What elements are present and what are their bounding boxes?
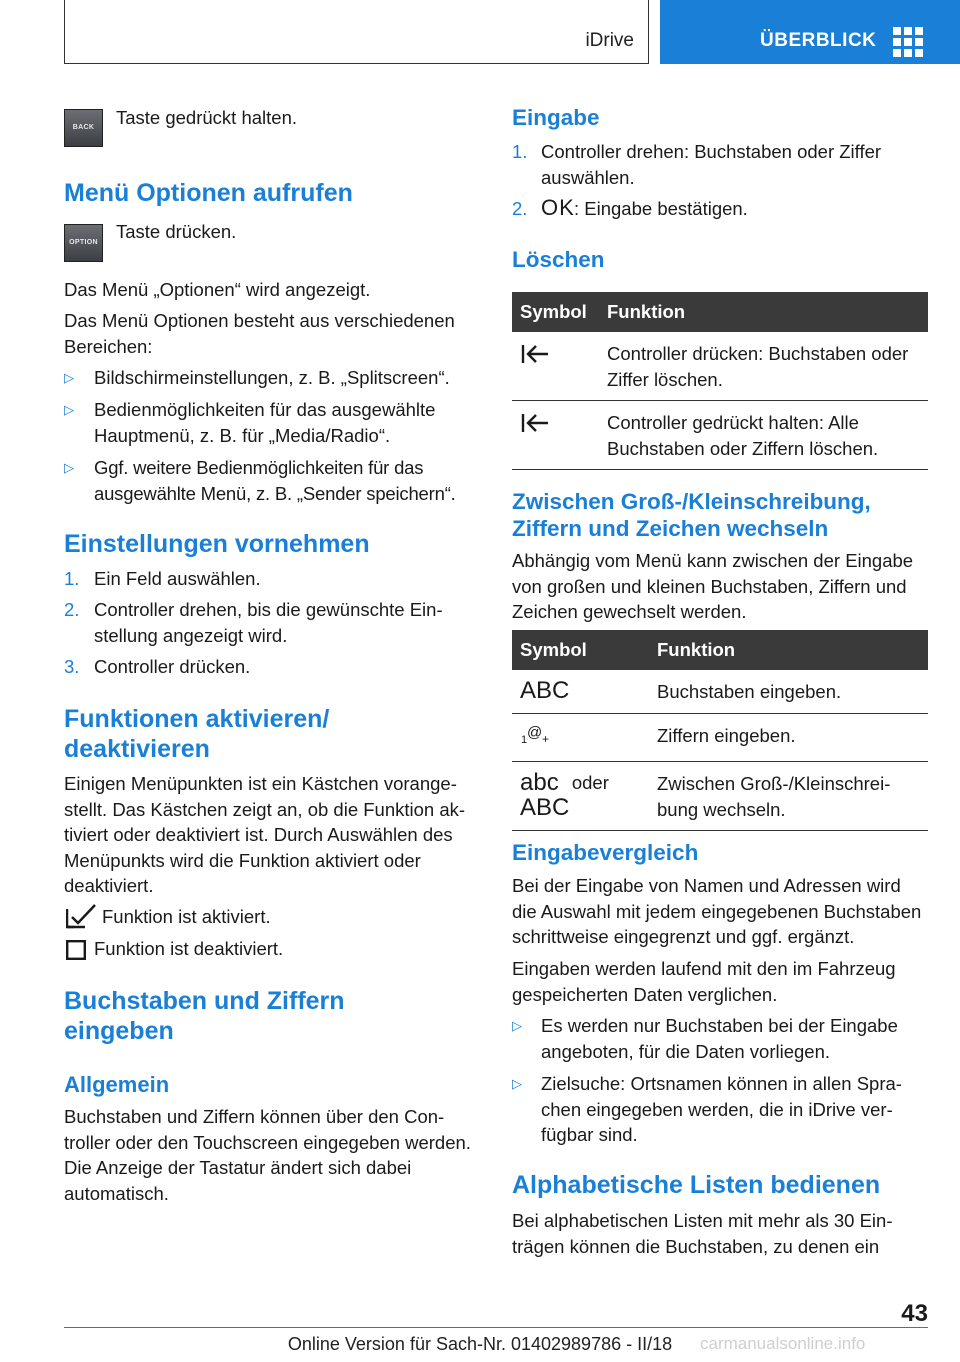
heading-general: Allgemein	[64, 1072, 170, 1097]
heading-alphabetic-lists: Alphabetische Listen bedienen	[512, 1171, 881, 1199]
paragraph: Das Menü Optionen besteht aus verschiedenen Bereichen:	[64, 310, 455, 357]
step-number: 2.	[512, 198, 528, 219]
heading-functions: Funktionen aktivieren/ deaktivieren	[64, 705, 330, 763]
paragraph: Bei alphabetischen Listen mit mehr als 30 Einträgen können die Buchstaben, zu denen ein	[512, 1210, 893, 1257]
triangle-bullet-icon: ▷	[512, 1018, 522, 1033]
paragraph: Eingaben werden laufend mit den im Fahrzeug gespeicherten Daten verglichen.	[512, 958, 896, 1005]
unchecked-text: Funktion ist deaktiviert.	[94, 938, 284, 959]
triangle-bullet-icon: ▷	[64, 460, 74, 475]
checkbox-unchecked-icon	[66, 940, 86, 960]
back-button-icon: BACK	[64, 109, 103, 147]
backspace-arrow-icon	[520, 343, 552, 365]
footer-divider	[64, 1327, 928, 1328]
triangle-bullet-icon: ▷	[64, 370, 74, 385]
list-item: Ein Feld auswählen.	[94, 568, 261, 589]
heading-settings: Einstellungen vornehmen	[64, 530, 370, 558]
grid-3x3-icon	[893, 27, 923, 57]
paragraph: Das Menü „Optionen“ wird angezeigt.	[64, 279, 371, 300]
step-number: 1.	[512, 141, 528, 162]
svg-text:1: 1	[521, 733, 528, 746]
column-header: Funktion	[599, 292, 928, 332]
table-cell: Zwischen Groß-/Kleinschreibung wechseln.	[649, 762, 928, 831]
paragraph: Einigen Menüpunkten ist ein Kästchen vorangestellt. Das Kästchen zeigt an, ob die Funktion aktiviert oder deaktiviert ist. Durch Auswählen des Menüpunkts wird die Funktion aktiviert oder deaktiviert.	[64, 773, 466, 896]
table-row	[512, 762, 928, 831]
checkbox-checked-icon	[66, 903, 98, 929]
option-text: Taste drücken.	[116, 221, 237, 242]
list-item: Controller drücken.	[94, 656, 251, 677]
table-cell: Buchstaben eingeben.	[649, 670, 928, 713]
uppercase-abc-icon: ABC	[520, 794, 570, 821]
list-item: Controller drehen: Buchstaben oder Ziffer auswählen.	[541, 141, 882, 188]
paragraph: Abhängig vom Menü kann zwischen der Eingabe von großen und kleinen Buchstaben, Ziffern und Zeichen gewechselt werden.	[512, 550, 914, 622]
option-button-icon: OPTION	[64, 224, 103, 262]
page-number: 43	[901, 1300, 928, 1327]
uppercase-abc-icon: ABC	[520, 677, 570, 704]
triangle-bullet-icon: ▷	[512, 1076, 522, 1091]
header-chapter-label: ÜBERBLICK	[760, 30, 877, 51]
triangle-bullet-icon: ▷	[64, 402, 74, 417]
watermark: carmanualsonline.info	[700, 1334, 866, 1353]
step-number: 1.	[64, 568, 80, 589]
table-row	[512, 670, 928, 713]
heading-switch-case: Zwischen Groß-/Kleinschreibung, Ziffern und Zeichen wechseln	[512, 489, 871, 541]
backspace-arrow-icon	[520, 412, 552, 434]
digits-symbols-icon	[520, 723, 552, 747]
table-row	[512, 401, 928, 470]
heading-compare: Eingabevergleich	[512, 840, 699, 865]
checked-text: Funktion ist aktiviert.	[102, 906, 271, 927]
table-row	[512, 713, 928, 762]
table-cell: Controller drücken: Buchstaben oder Ziffer löschen.	[599, 332, 928, 401]
header-section	[64, 0, 649, 64]
list-item: Bildschirmeinstellungen, z. B. „Splitscreen“.	[94, 367, 450, 388]
list-item: Zielsuche: Ortsnamen können in allen Sprachen eingegeben werden, die in iDrive verfügbar sind.	[541, 1073, 902, 1145]
lowercase-abc-icon: abc	[520, 769, 559, 796]
paragraph: Buchstaben und Ziffern können über den Controller oder den Touchscreen eingegeben werden. Die Anzeige der Tastatur ändert sich dabei automatisch.	[64, 1106, 471, 1204]
heading-letters-digits: Buchstaben und Ziffern eingeben	[64, 987, 345, 1045]
list-item: Controller drehen, bis die gewünschte Einstellung angezeigt wird.	[94, 599, 443, 646]
ok-icon: OK	[541, 195, 575, 220]
list-item: : Eingabe bestätigen.	[574, 198, 748, 219]
list-item: Ggf. weitere Bedienmöglichkeiten für das ausgewählte Menü, z. B. „Sender speichern“.	[94, 457, 456, 504]
header-section-label: iDrive	[585, 30, 634, 51]
delete-table	[512, 292, 928, 470]
heading-input: Eingabe	[512, 105, 600, 130]
footer-online-version: Online Version für Sach-Nr. 01402989786 - II/18	[287, 1334, 673, 1354]
list-item: Es werden nur Buchstaben bei der Eingabe angeboten, für die Daten vorliegen.	[541, 1015, 898, 1062]
svg-text:+: +	[542, 731, 550, 746]
svg-text:@: @	[527, 723, 543, 741]
back-text: Taste gedrückt halten.	[116, 107, 297, 128]
column-header: Symbol	[512, 630, 649, 670]
table-row	[512, 332, 928, 401]
switch-table	[512, 630, 928, 831]
column-header: Funktion	[649, 630, 928, 670]
table-cell: Controller gedrückt halten: Alle Buchstaben oder Ziffern löschen.	[599, 401, 928, 470]
paragraph: Bei der Eingabe von Namen und Adressen wird die Auswahl mit jedem eingegebenen Buchstaben schrittweise eingegrenzt und ggf. ergänzt.	[512, 875, 922, 947]
column-header: Symbol	[512, 292, 599, 332]
step-number: 3.	[64, 656, 80, 677]
list-item: Bedienmöglichkeiten für das ausgewählte Hauptmenü, z. B. für „Media/Radio“.	[94, 399, 436, 446]
heading-delete: Löschen	[512, 247, 605, 272]
step-number: 2.	[64, 599, 80, 620]
or-label: oder	[571, 772, 609, 793]
table-cell: Ziffern eingeben.	[649, 713, 928, 762]
heading-menu-options: Menü Optionen aufrufen	[64, 179, 353, 207]
header-chapter[interactable]	[660, 0, 960, 64]
